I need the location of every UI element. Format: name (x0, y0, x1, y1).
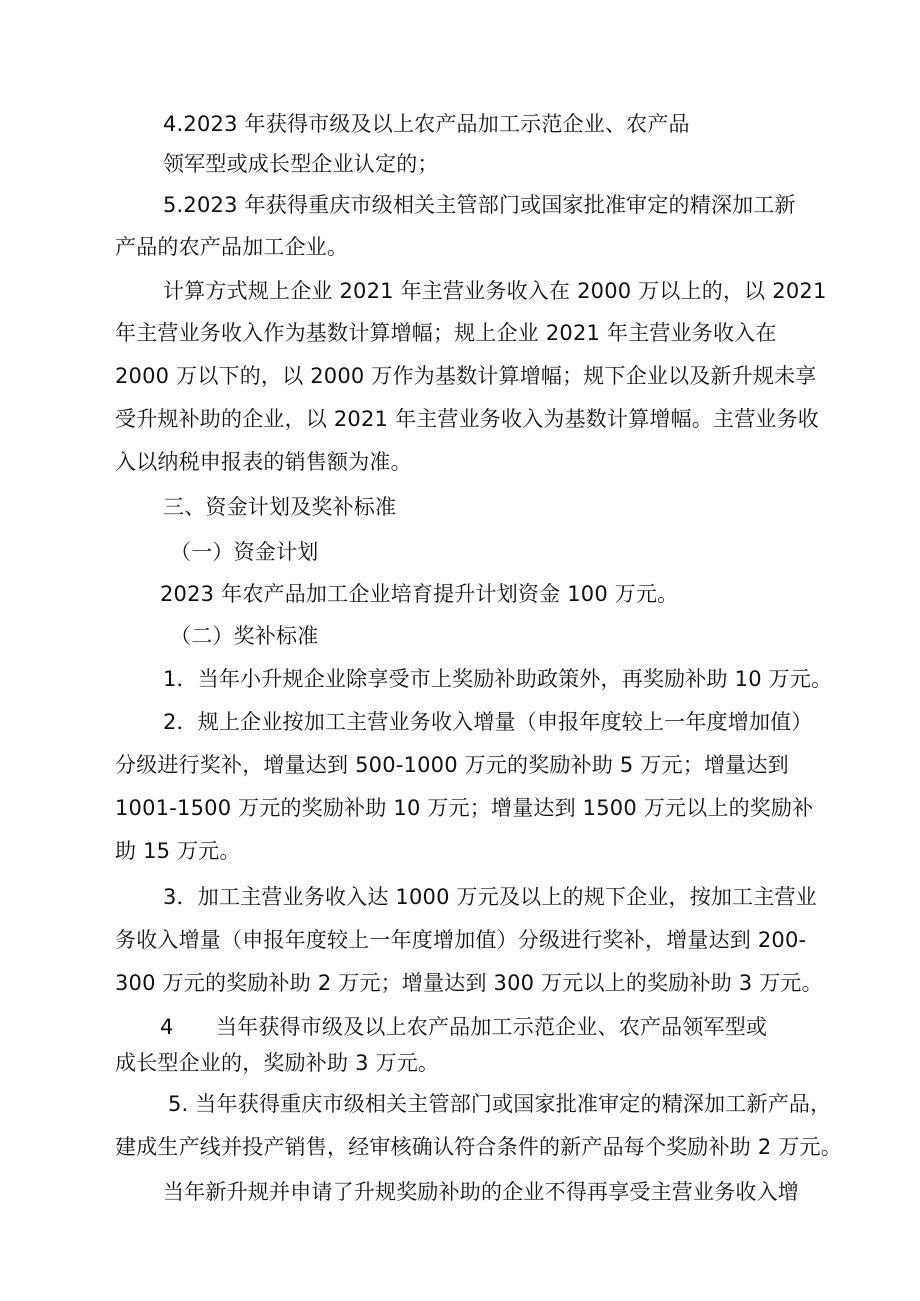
text-line: 成长型企业的，奖励补助 3 万元。 (115, 1051, 440, 1075)
text-line: 助 15 万元。 (115, 839, 241, 863)
text-line: 4 当年获得市级及以上农产品加工示范企业、农产品领军型或 (160, 1015, 768, 1039)
text-line: 5.2023 年获得重庆市级相关主管部门或国家批准审定的精深加工新 (163, 193, 796, 217)
section-heading: 三、资金计划及奖补标准 (163, 495, 397, 519)
text-line: 2023 年农产品加工企业培育提升计划资金 100 万元。 (160, 582, 679, 606)
text-line: 1．当年小升规企业除享受市上奖励补助政策外，再奖励补助 10 万元。 (163, 667, 833, 691)
text-line: 领军型或成长型企业认定的； (163, 152, 439, 176)
text-line: 1001-1500 万元的奖励补助 10 万元；增量达到 1500 万元以上的奖励补 (115, 796, 814, 820)
text-line: 年主营业务收入作为基数计算增幅；规上企业 2021 年主营业务收入在 (115, 321, 777, 345)
text-line: 2000 万以下的，以 2000 万作为基数计算增幅；规下企业以及新升规未享 (115, 364, 817, 388)
text-line: 3．加工主营业务收入达 1000 万元及以上的规下企业，按加工主营业 (163, 885, 817, 909)
text-line: 5. 当年获得重庆市级相关主管部门或国家批准审定的精深加工新产品， (168, 1092, 832, 1116)
text-line: 分级进行奖补，增量达到 500-1000 万元的奖励补助 5 万元；增量达到 (115, 753, 789, 777)
text-line: 计算方式规上企业 2021 年主营业务收入在 2000 万以上的，以 2021 (163, 279, 827, 303)
text-line: 2．规上企业按加工主营业务收入增量（申报年度较上一年度增加值） (163, 710, 813, 734)
subsection-heading: （二）奖补标准 (170, 624, 319, 648)
text-line: 产品的农产品加工企业。 (115, 235, 349, 259)
text-line: 入以纳税申报表的销售额为准。 (115, 450, 412, 474)
subsection-heading: （一）资金计划 (170, 540, 319, 564)
text-line: 务收入增量（申报年度较上一年度增加值）分级进行奖补，增量达到 200- (115, 928, 807, 952)
text-line: 当年新升规并申请了升规奖励补助的企业不得再享受主营业务收入增 (163, 1180, 799, 1204)
text-line: 建成生产线并投产销售，经审核确认符合条件的新产品每个奖励补助 2 万元。 (115, 1135, 842, 1159)
text-line: 受升规补助的企业，以 2021 年主营业务收入为基数计算增幅。主营业务收 (115, 407, 819, 431)
text-line: 4.2023 年获得市级及以上农产品加工示范企业、农产品 (163, 112, 690, 136)
text-line: 300 万元的奖励补助 2 万元；增量达到 300 万元以上的奖励补助 3 万元。 (115, 971, 823, 995)
